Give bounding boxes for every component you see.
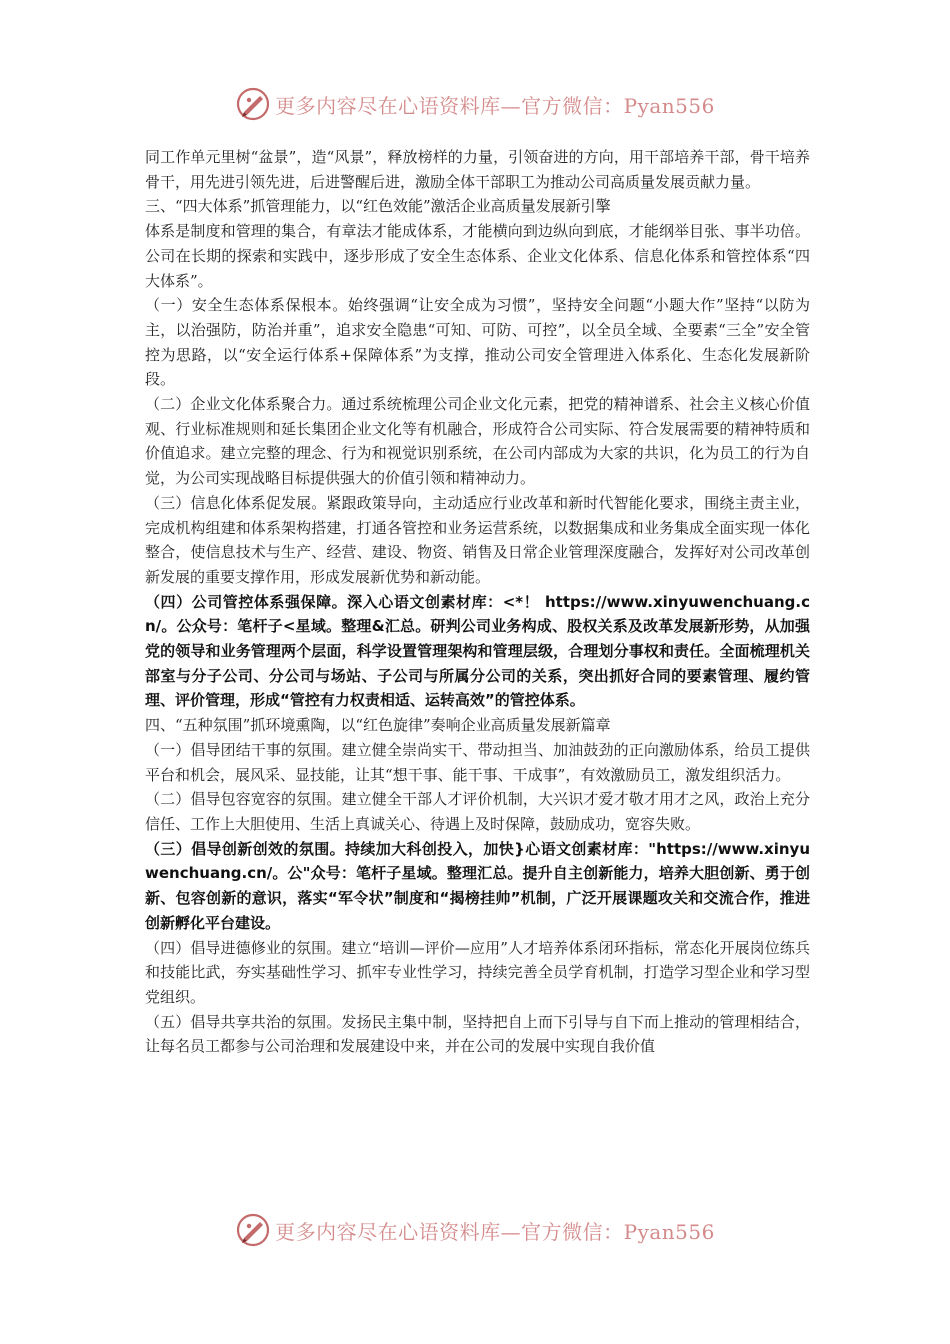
paragraph: （四）公司管控体系强保障。深入心语文创素材库：<*！ https://www.xinyuwenchuang.cn/。公众号：笔杆子<星域。整理&汇总。研判公司业务构成、股权关系及改革发展新形势，从加强党的领导和业务管理两个层面，科学设置管理架构和管理层级，合理划分事权和责任。全面梳理机关部室与分子公司、分公司与场站、子公司与所属分公司的关系，突出抓好合同的要素管理、履约管理、评价管理，形成“管控有力权责相适、运转高效”的管控体系。 [145, 592, 810, 710]
paragraph: （四）倡导进德修业的氛围。建立“培训—评价—应用”人才培养体系闭环指标，常态化开展岗位练兵和技能比武，夯实基础性学习、抓牢专业性学习，持续完善全员学育机制，打造学习型企业和学习型党组织。 [145, 938, 810, 1006]
header-banner [0, 84, 950, 124]
pen-logo-icon [235, 1212, 271, 1248]
footer-banner [0, 1210, 950, 1250]
paragraph: （一）安全生态体系保根本。始终强调“让安全成为习惯”，坚持安全问题“小题大作”坚持“以防为主，以治强防，防治并重”，追求安全隐患“可知、可防、可控”，以全员全域、全要素“三全”安全管控为思路，以“安全运行体系+保障体系”为支撑，推动公司安全管理进入体系化、生态化发展新阶段。 [145, 296, 810, 389]
banner-text: 更多内容尽在心语资料库—官方微信：Pyan556 [275, 93, 715, 118]
paragraph: 体系是制度和管理的集合，有章法才能成体系，才能横向到边纵向到底，才能纲举目张、事半功倍。公司在长期的探索和实践中，逐步形成了安全生态体系、企业文化体系、信息化体系和管控体系“四大体系”。 [145, 222, 810, 290]
paragraph: （一）倡导团结干事的氛围。建立健全崇尚实干、带动担当、加油鼓劲的正向激励体系，给员工提供平台和机会，展风采、显技能，让其“想干事、能干事、干成事”，有效激励员工，激发组织活力。 [145, 740, 810, 784]
paragraph: 四、“五种氛围”抓环境熏陶，以“红色旋律”奏响企业高质量发展新篇章 [145, 716, 611, 735]
paragraph: （二）倡导包容宽容的氛围。建立健全干部人才评价机制，大兴识才爱才敬才用才之风，政治上充分信任、工作上大胆使用、生活上真诚关心、待遇上及时保障，鼓励成功，宽容失败。 [145, 790, 810, 833]
paragraph: 同工作单元里树“盆景”，造“风景”，释放榜样的力量，引领奋进的方向，用干部培养干部，骨干培养骨干，用先进引领先进，后进警醒后进，激励全体干部职工为推动公司高质量发展贡献力量。 [145, 148, 810, 191]
paragraph: （三）倡导创新创效的氛围。持续加大科创投入，加快}心语文创素材库："https://www.xinyuwenchuang.cn/。公"众号：笔杆子星域。整理汇总。提升自主创新能力，培养大胆创新、勇于创新、包容创新的意识，落实“军令状”制度和“揭榜挂帅”机制，广泛开展课题攻关和交流合作，推进创新孵化平台建设。 [145, 839, 810, 932]
banner-text: 更多内容尽在心语资料库—官方微信：Pyan556 [275, 1219, 715, 1244]
paragraph: （三）信息化体系促发展。紧跟政策导向，主动适应行业改革和新时代智能化要求，围绕主责主业，完成机构组建和体系架构搭建，打通各管控和业务运营系统，以数据集成和业务集成全面实现一体化整合，使信息技术与生产、经营、建设、物资、销售及日常企业管理深度融合，发挥好对公司改革创新发展的重要支撑作用，形成发展新优势和新动能。 [145, 493, 810, 586]
pen-logo-icon [235, 86, 271, 122]
paragraph: 三、“四大体系”抓管理能力，以“红色效能”激活企业高质量发展新引擎 [145, 197, 611, 216]
document-body [145, 145, 810, 1059]
paragraph: （五）倡导共享共治的氛围。发扬民主集中制，坚持把自上而下引导与自下而上推动的管理相结合，让每名员工都参与公司治理和发展建设中来，并在公司的发展中实现自我价值 [145, 1012, 810, 1056]
paragraph: （二）企业文化体系聚合力。通过系统梳理公司企业文化元素，把党的精神谱系、社会主义核心价值观、行业标准规则和延长集团企业文化等有机融合，形成符合公司实际、符合发展需要的精神特质和价值追求。建立完整的理念、行为和视觉识别系统，在公司内部成为大家的共识，化为员工的行为自觉，为公司实现战略目标提供强大的价值引领和精神动力。 [145, 395, 810, 488]
